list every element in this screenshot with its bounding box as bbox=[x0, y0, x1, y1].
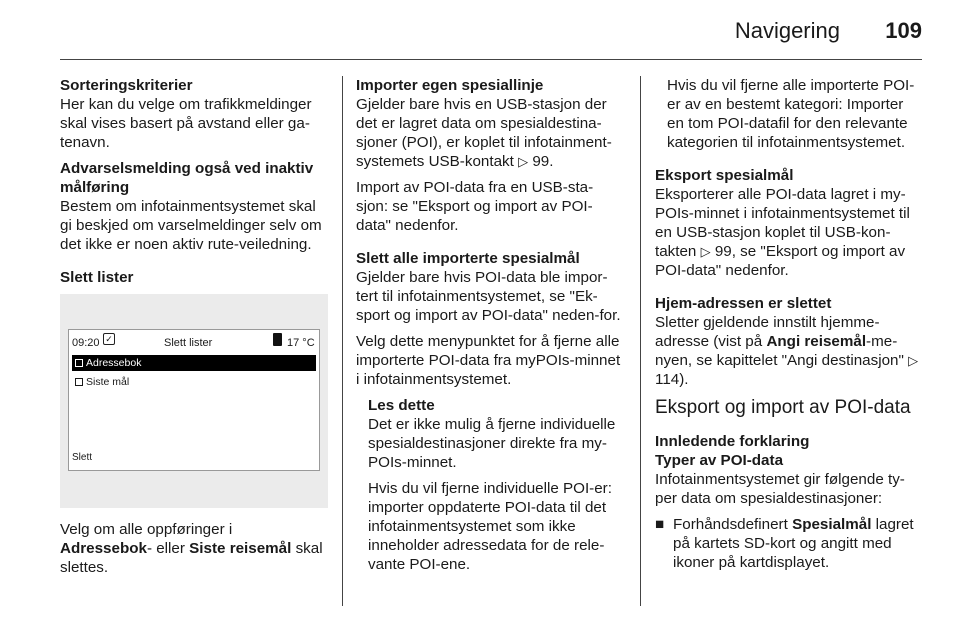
text: skal slettes. bbox=[60, 540, 323, 576]
cross-reference-arrow-icon: ▷ bbox=[518, 154, 529, 169]
screen-temperature: 17 °C bbox=[287, 337, 315, 349]
screen-status-bar bbox=[69, 330, 319, 350]
heading-export: Eksport spesialmål bbox=[655, 167, 794, 184]
paragraph-sorting: Her kan du velge om trafikkmeldinger skal vises basert på avstand eller ga-tenavn. bbox=[60, 96, 312, 151]
text: Forhåndsdefinert bbox=[673, 516, 788, 533]
paragraph-import-usb: Import av POI-data fra en USB-sta-sjon: se "Eksport og import av POI-data" nedenfor. bbox=[356, 179, 594, 234]
column-divider bbox=[342, 76, 343, 606]
text: lagret på kartets SD-kort og angitt med ikoner på kartdisplayet. bbox=[673, 516, 914, 571]
note-box bbox=[356, 396, 624, 574]
heading-poi-types: Typer av POI-data bbox=[655, 452, 784, 469]
page-reference[interactable]: 99, se "Eksport og import av POI-data" nedenfor. bbox=[655, 243, 906, 279]
column-2 bbox=[356, 76, 624, 574]
column-1 bbox=[60, 76, 328, 577]
heading-sorting: Sorteringskriterier bbox=[60, 77, 193, 94]
header-rule bbox=[60, 59, 922, 60]
text: Sletter gjeldende innstilt hjemme-adresse (vist på bbox=[655, 314, 880, 350]
delete-softkey[interactable]: Slett bbox=[72, 452, 93, 463]
list-item-label: Siste mål bbox=[86, 376, 130, 388]
text: -me-nyen, se kapittelet "Angi destinasjon" bbox=[655, 333, 904, 369]
heading-delete-imported: Slett alle importerte spesialmål bbox=[356, 250, 580, 267]
text: Gjelder bare hvis en USB-stasjon der det er lagret data om spesialdestina-sjoner (POI), er koplet til infotainment-systemets USB-kontakt bbox=[356, 96, 612, 170]
note-text: Hvis du vil fjerne alle importerte POI-er av en bestemt kategori: Importer en tom POI-datafil for den relevante kategorien til infotainmentsystemet. bbox=[667, 77, 915, 151]
note-text: Hvis du vil fjerne individuelle POI-er: importer oppdaterte POI-data til det infotainmentsystemet som ikke inneholder adressedata for de rele-vante POI-ene. bbox=[368, 480, 612, 573]
paragraph-poi-types: Infotainmentsystemet gir følgende ty-per data om spesialdestinasjoner: bbox=[655, 471, 905, 507]
heading-intro: Innledende forklaring bbox=[655, 433, 810, 450]
paragraph-export bbox=[655, 185, 923, 280]
column-divider bbox=[640, 76, 641, 606]
note-title: Les dette bbox=[368, 397, 435, 414]
paragraph-delete-imported: Gjelder bare hvis POI-data ble impor-tert til infotainmentsystemet, se "Ek-sport og import av POI-data" neden-for. bbox=[356, 269, 621, 324]
cross-reference-arrow-icon: ▷ bbox=[700, 244, 711, 259]
screen-time: 09:20 bbox=[72, 337, 100, 349]
text: - eller bbox=[146, 540, 185, 557]
heading-delete-lists: Slett lister bbox=[60, 269, 134, 286]
chapter-title: Navigering bbox=[734, 18, 840, 43]
paragraph-import bbox=[356, 95, 624, 171]
phone-icon bbox=[273, 333, 282, 346]
square-bullet-icon: ■ bbox=[655, 516, 665, 533]
menu-term: Siste reisemål bbox=[189, 540, 292, 557]
paragraph-delete-lists bbox=[60, 520, 328, 577]
section-heading: Eksport og import av POI-data bbox=[655, 397, 911, 418]
page-reference[interactable]: 99. bbox=[532, 153, 554, 170]
screenshot-figure bbox=[60, 294, 328, 508]
cross-reference-arrow-icon: ▷ bbox=[908, 353, 919, 368]
list-item-last-destinations[interactable] bbox=[72, 374, 316, 390]
infotainment-screen bbox=[68, 329, 320, 471]
heading-warning: Advarselsmelding også ved inaktiv målføring bbox=[60, 160, 314, 196]
clock-icon: ✓ bbox=[103, 333, 115, 345]
bullet-text bbox=[673, 515, 923, 572]
page-reference[interactable]: 114). bbox=[655, 371, 689, 388]
list-item-address-book[interactable] bbox=[72, 355, 316, 371]
page-number: 109 bbox=[885, 18, 922, 43]
note-text: Det er ikke mulig å fjerne individuelle spesialdestinasjoner direkte fra my-POIs-minnet. bbox=[368, 416, 616, 471]
paragraph-menu-item: Velg dette menypunktet for å fjerne alle importerte POI-data fra myPOIs-minnet i infotainmentsystemet. bbox=[356, 333, 621, 388]
paragraph-warning: Bestem om infotainmentsystemet skal gi beskjed om varselmeldinger selv om det ikke er noen aktiv rute-veiledning. bbox=[60, 198, 322, 253]
column-3 bbox=[655, 76, 923, 572]
text: Velg om alle oppføringer i bbox=[60, 521, 233, 538]
list-item-label: Adressebok bbox=[86, 357, 142, 369]
heading-home-address: Hjem-adressen er slettet bbox=[655, 295, 832, 312]
checkbox-icon bbox=[75, 378, 83, 386]
checkbox-icon bbox=[75, 359, 83, 367]
list-item bbox=[655, 515, 923, 572]
screen-title: Slett lister bbox=[164, 337, 213, 349]
page-header bbox=[0, 0, 960, 60]
text: Eksporterer alle POI-data lagret i my-POIs-minnet i infotainmentsystemet til en USB-stasjon koplet til USB-kon-takten bbox=[655, 186, 910, 260]
menu-term: Adressebok bbox=[60, 540, 147, 557]
menu-term: Spesialmål bbox=[792, 516, 872, 533]
paragraph-home-address bbox=[655, 313, 923, 389]
menu-term: Angi reisemål bbox=[766, 333, 867, 350]
heading-import: Importer egen spesiallinje bbox=[356, 77, 544, 94]
